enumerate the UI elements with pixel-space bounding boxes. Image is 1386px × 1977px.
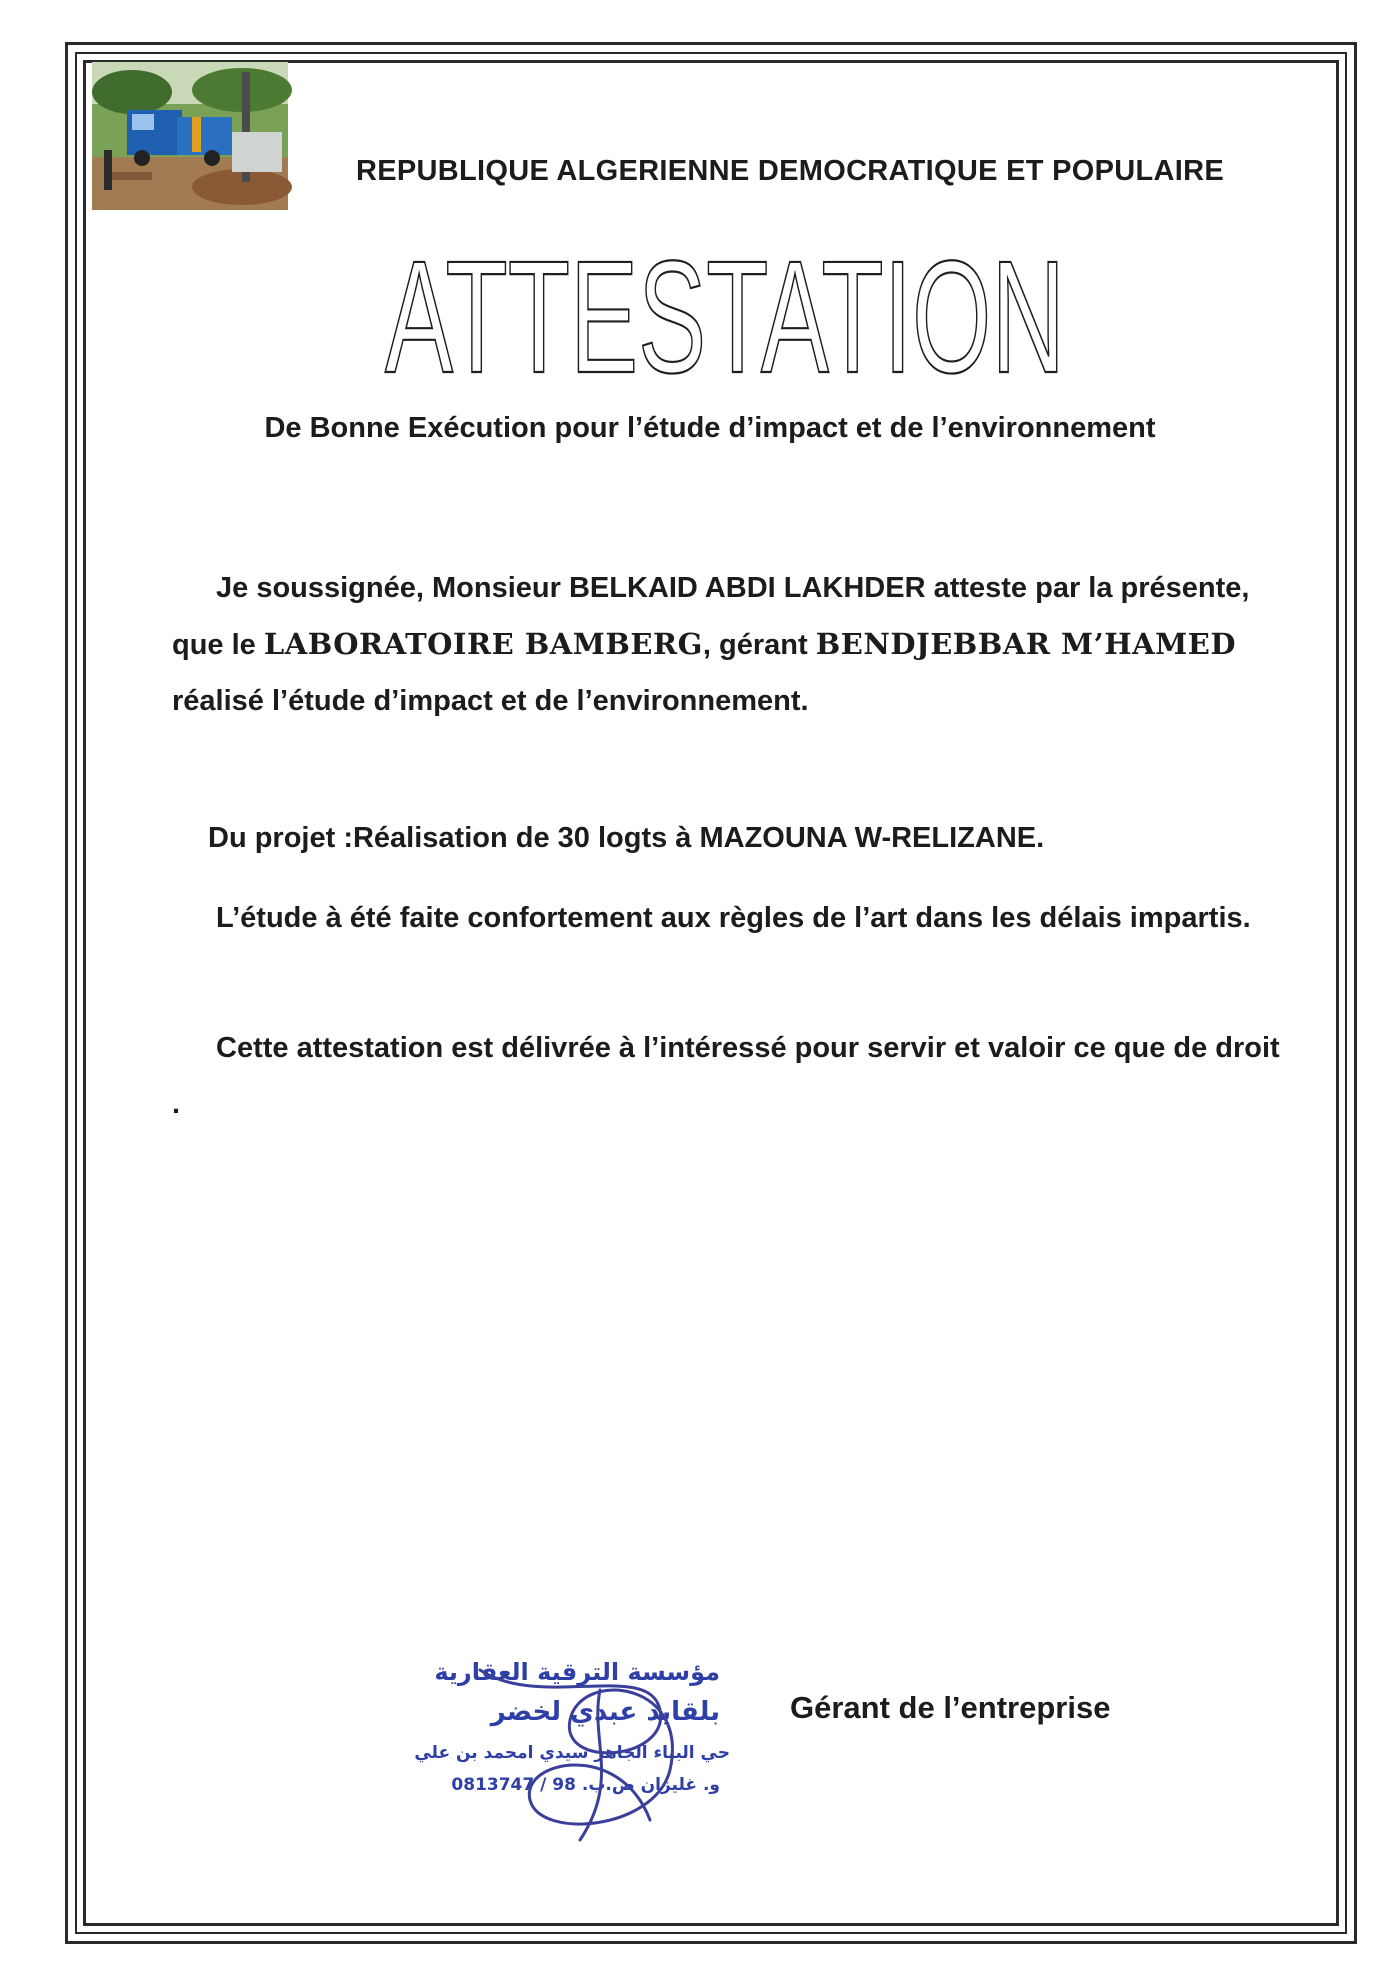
svg-text:بلقايد عبدي لخضر: بلقايد عبدي لخضر [490, 1697, 720, 1727]
closing-text: Cette attestation est délivrée à l’intéressé pour servir et valoir ce que de droit . [172, 1032, 1280, 1120]
attestation-title [380, 227, 1070, 406]
laboratory-name: LABORATOIRE BAMBERG [263, 627, 703, 661]
paragraph-closing [172, 1020, 1282, 1132]
declaration-suffix: réalisé l’étude d’impact et de l’environnement. [172, 685, 809, 717]
project-text: Du projet :Réalisation de 30 logts à MAZOUNA W-RELIZANE. [208, 822, 1045, 854]
company-stamp [414, 1650, 750, 1850]
paragraph-compliance [172, 890, 1282, 946]
republic-heading: REPUBLIQUE ALGERIENNE DEMOCRATIQUE ET POPULAIRE [355, 155, 1225, 187]
paragraph-declaration [172, 560, 1282, 729]
drilling-site-photo-icon [92, 62, 288, 210]
attestation-title-text: ATTESTATION [385, 227, 1065, 406]
stamp-text [414, 1658, 730, 1795]
declaration-mid: , gérant [702, 629, 816, 661]
paragraph-project [172, 810, 1282, 866]
svg-text:و. غليزان ص.ب. 98 / 0813747: و. غليزان ص.ب. 98 / 0813747 [451, 1775, 720, 1795]
manager-signature-label: Gérant de l’entreprise [790, 1690, 1111, 1725]
svg-text:مؤسسة الترقية العقارية: مؤسسة الترقية العقارية [434, 1658, 720, 1686]
manager-name: BENDJEBBAR M’HAMED [815, 627, 1236, 661]
svg-text:حي البناء الجاهز سيدي امحمد بن: حي البناء الجاهز سيدي امحمد بن علي [414, 1743, 730, 1763]
compliance-text: L’étude à été faite confortement aux règles de l’art dans les délais impartis. [216, 902, 1251, 934]
declaration-prefix: Je soussignée, Monsieur BELKAID ABDI LAKHDER atteste par la présente, que le [172, 572, 1250, 661]
subtitle: De Bonne Exécution pour l’étude d’impact et de l’environnement [264, 412, 1156, 444]
